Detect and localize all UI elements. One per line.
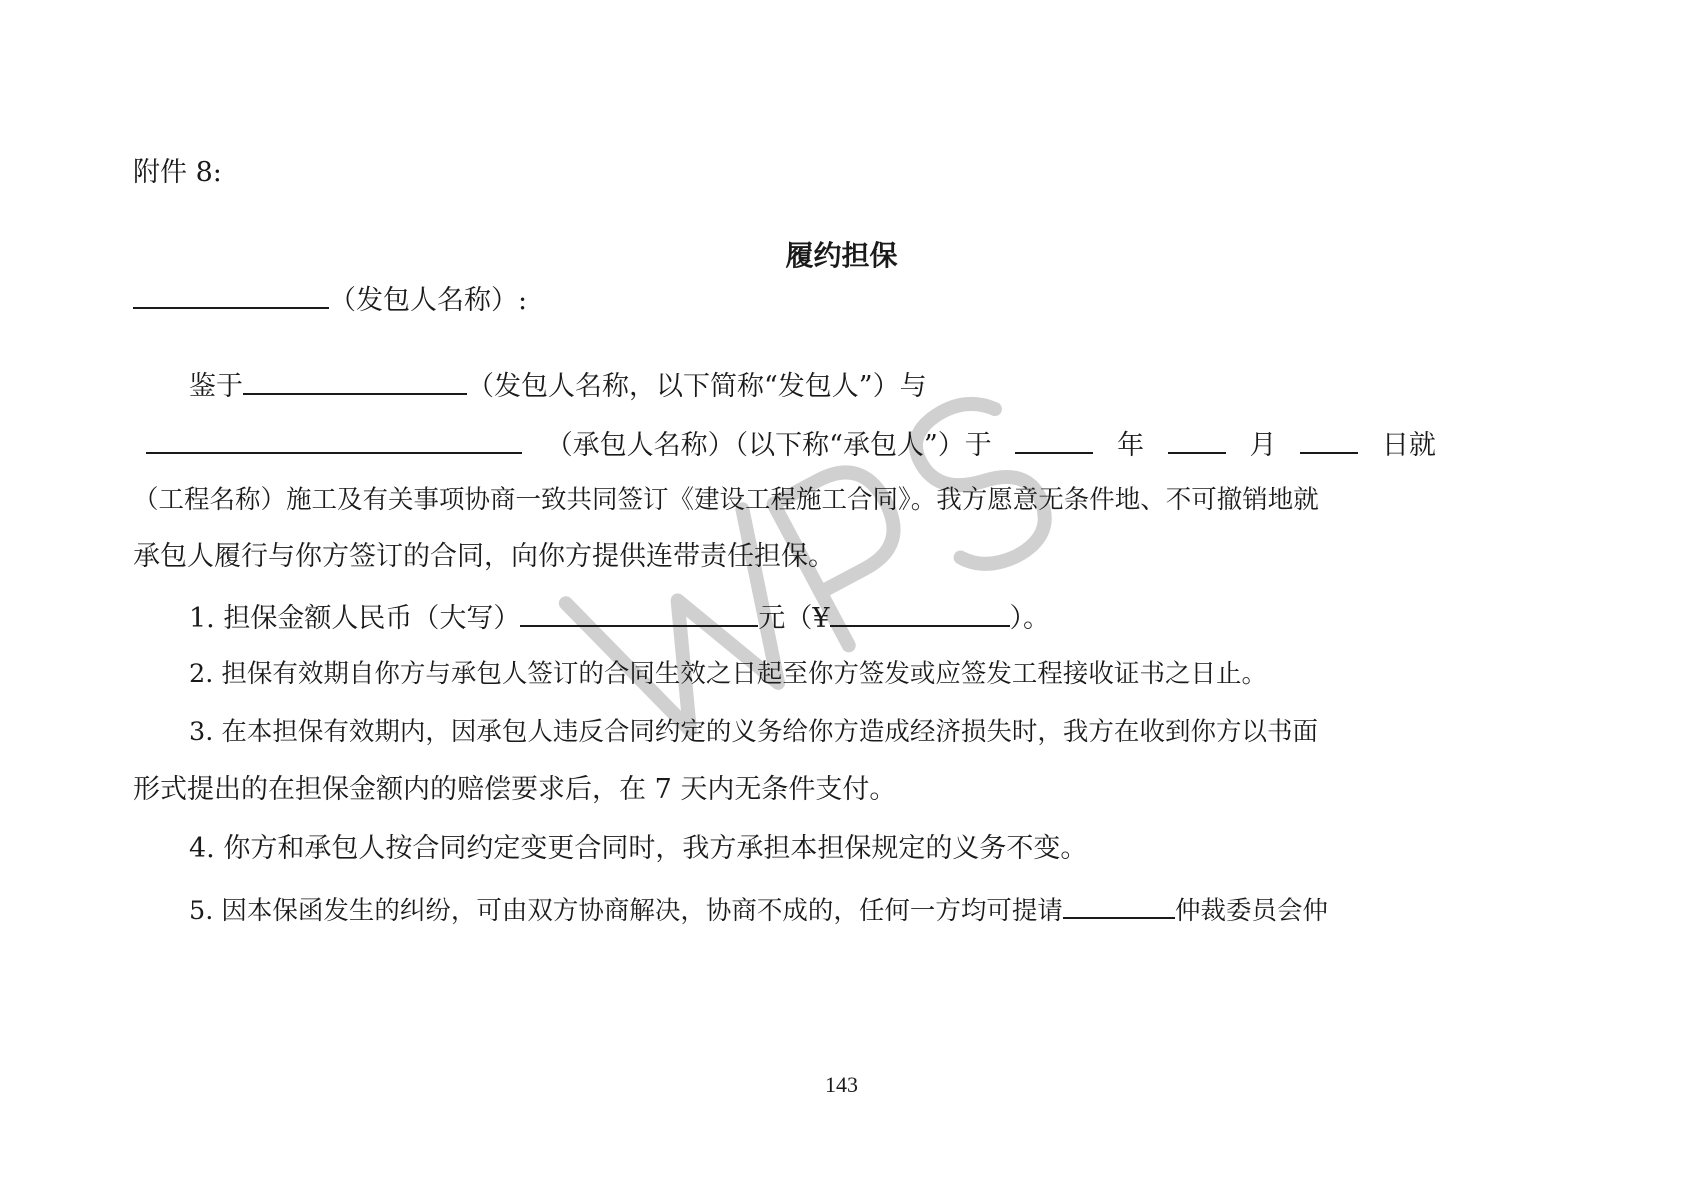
item-1-suffix: ）。 [1009,603,1051,634]
day-label: 日就 [1381,430,1436,461]
contractor-name-blank[interactable] [146,422,522,454]
item-3-line-1: 3. 在本担保有效期内，因承包人违反合同约定的义务给你方造成经济损失时，我方在收到你方以书面 [189,717,1318,747]
month-blank[interactable] [1168,422,1226,454]
item-5-suffix: 仲裁委员会仲 [1174,896,1328,926]
item-1-mid: 元（¥ [758,603,830,634]
item-2: 2. 担保有效期自你方与承包人签订的合同生效之日起至你方签发或应签发工程接收证书之日止。 [189,659,1267,689]
annex-label: 附件 8: [133,157,222,188]
preamble-line-1 [189,363,927,407]
amount-figures-blank[interactable] [830,595,1010,627]
item-5-prefix: 5. 因本保函发生的纠纷，可由双方协商解决，协商不成的，任何一方均可提请 [189,896,1063,926]
employer-name-blank[interactable] [133,277,329,309]
item-5 [189,887,1328,931]
month-label: 月 [1249,430,1277,461]
contractor-label: （承包人名称）（以下称“承包人”）于 [545,430,992,461]
year-blank[interactable] [1015,422,1093,454]
document-title: 履约担保 [785,239,898,272]
item-1 [189,595,1050,639]
preamble-prefix: 鉴于 [189,371,243,402]
preamble-line-2 [146,422,1436,466]
day-blank[interactable] [1300,422,1358,454]
preamble-employer-blank[interactable] [243,363,467,395]
addressee-line [133,277,527,321]
arbitration-commission-blank[interactable] [1063,887,1175,919]
year-label: 年 [1117,430,1145,461]
preamble-line-4: 承包人履行与你方签订的合同，向你方提供连带责任担保。 [133,541,835,572]
addressee-suffix: （发包人名称）: [329,285,528,316]
item-4: 4. 你方和承包人按合同约定变更合同时，我方承担本担保规定的义务不变。 [189,833,1088,864]
preamble-suffix: （发包人名称，以下简称“发包人”）与 [467,371,927,402]
preamble-line-3: （工程名称）施工及有关事项协商一致共同签订《建设工程施工合同》。我方愿意无条件地、不可撤销地就 [133,485,1319,515]
item-1-prefix: 1. 担保金额人民币（大写） [189,603,521,634]
item-3-line-2: 形式提出的在担保金额内的赔偿要求后，在 7 天内无条件支付。 [133,774,897,805]
amount-words-blank[interactable] [520,595,758,627]
page-number: 143 [825,1072,858,1097]
